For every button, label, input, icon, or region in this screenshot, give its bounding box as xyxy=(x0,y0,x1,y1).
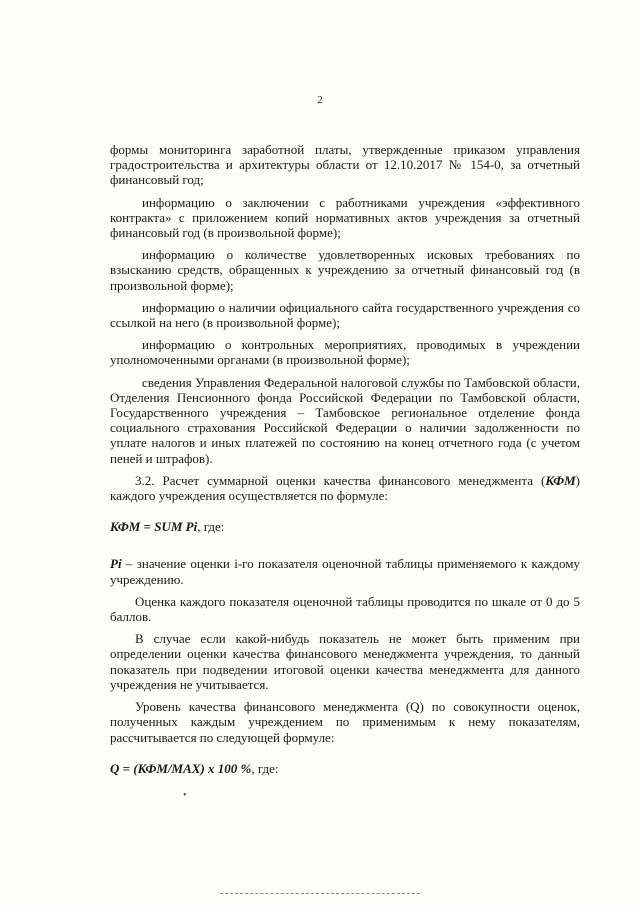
kfm-abbrev: КФМ xyxy=(545,472,576,488)
formula-q xyxy=(110,761,580,776)
formula-q-tail: , где: xyxy=(251,760,279,776)
paragraph-control-measures: информацию о контрольных мероприятиях, проводимых в учреждении уполномоченными органами (в произвольной форме); xyxy=(110,337,580,368)
scan-dot: • xyxy=(183,790,187,801)
paragraph-website: информацию о наличии официального сайта государственного учреждения со ссылкой на него (в произвольной форме); xyxy=(110,299,580,331)
pi-symbol: Pi xyxy=(110,556,122,572)
scan-edge-line xyxy=(220,893,420,894)
document-body xyxy=(110,142,580,798)
paragraph-claims: информацию о количестве удовлетворенных исковых требованиях по взысканию средств, обращенных к учреждению за отчетный финансовый год (в произвольной форме); xyxy=(110,247,580,293)
formula-kfm-tail: , где: xyxy=(197,519,225,535)
kfm-text-end: ) каждого учреждения осуществляется по формуле: xyxy=(110,472,580,504)
paragraph-effective-contract: информацию о заключении с работниками учреждения «эффективного контракта» с приложением копий нормативных актов учреждения за отчетный финансовый год (в произвольной форме); xyxy=(110,194,580,241)
kfm-text-start: 3.2. Расчет суммарной оценки качества финансового менеджмента ( xyxy=(135,472,546,488)
formula-q-expression: Q = (КФМ/MAX) x 100 % xyxy=(110,760,252,776)
page-number: 2 xyxy=(317,94,323,106)
paragraph-monitoring-forms: формы мониторинга заработной платы, утвержденные приказом управления градостроительства и архитектуры области от 12.10.2017 № 154-0, за отчетный финансовый год; xyxy=(110,142,580,188)
paragraph-scale: Оценка каждого показателя оценочной таблицы проводится по шкале от 0 до 5 баллов. xyxy=(110,593,580,625)
paragraph-tax-info: сведения Управления Федеральной налоговой службы по Тамбовской области, Отделения Пенсионного фонда Российской Федерации по Тамбовской области, Государственного учреждения – Тамбовское региональное отделение фонда социального страхования Российской Федерации о наличии задолженности по уплате налогов и иных платежей по состоянию на конец отчетного года (с учетом пеней и штрафов). xyxy=(110,374,580,466)
paragraph-not-applicable: В случае если какой-нибудь показатель не может быть применим при определении оценки качества финансового менеджмента учреждения, то данный показатель при подведении итоговой оценки качества менеджмента для данного учреждения не учитывается. xyxy=(110,631,580,692)
paragraph-quality-level: Уровень качества финансового менеджмента (Q) по совокупности оценок, полученных каждым учреждением по применимым к нему показателям, рассчитывается по следующей формуле: xyxy=(110,699,580,745)
paragraph-kfm-calculation xyxy=(110,473,580,503)
formula-kfm xyxy=(110,519,580,534)
paragraph-pi-definition xyxy=(110,556,580,586)
pi-definition-text: – значение оценки i-го показателя оценочной таблицы применяемого к каждому учреждению. xyxy=(110,556,580,587)
formula-kfm-expression: КФМ = SUM Pi xyxy=(110,519,198,535)
